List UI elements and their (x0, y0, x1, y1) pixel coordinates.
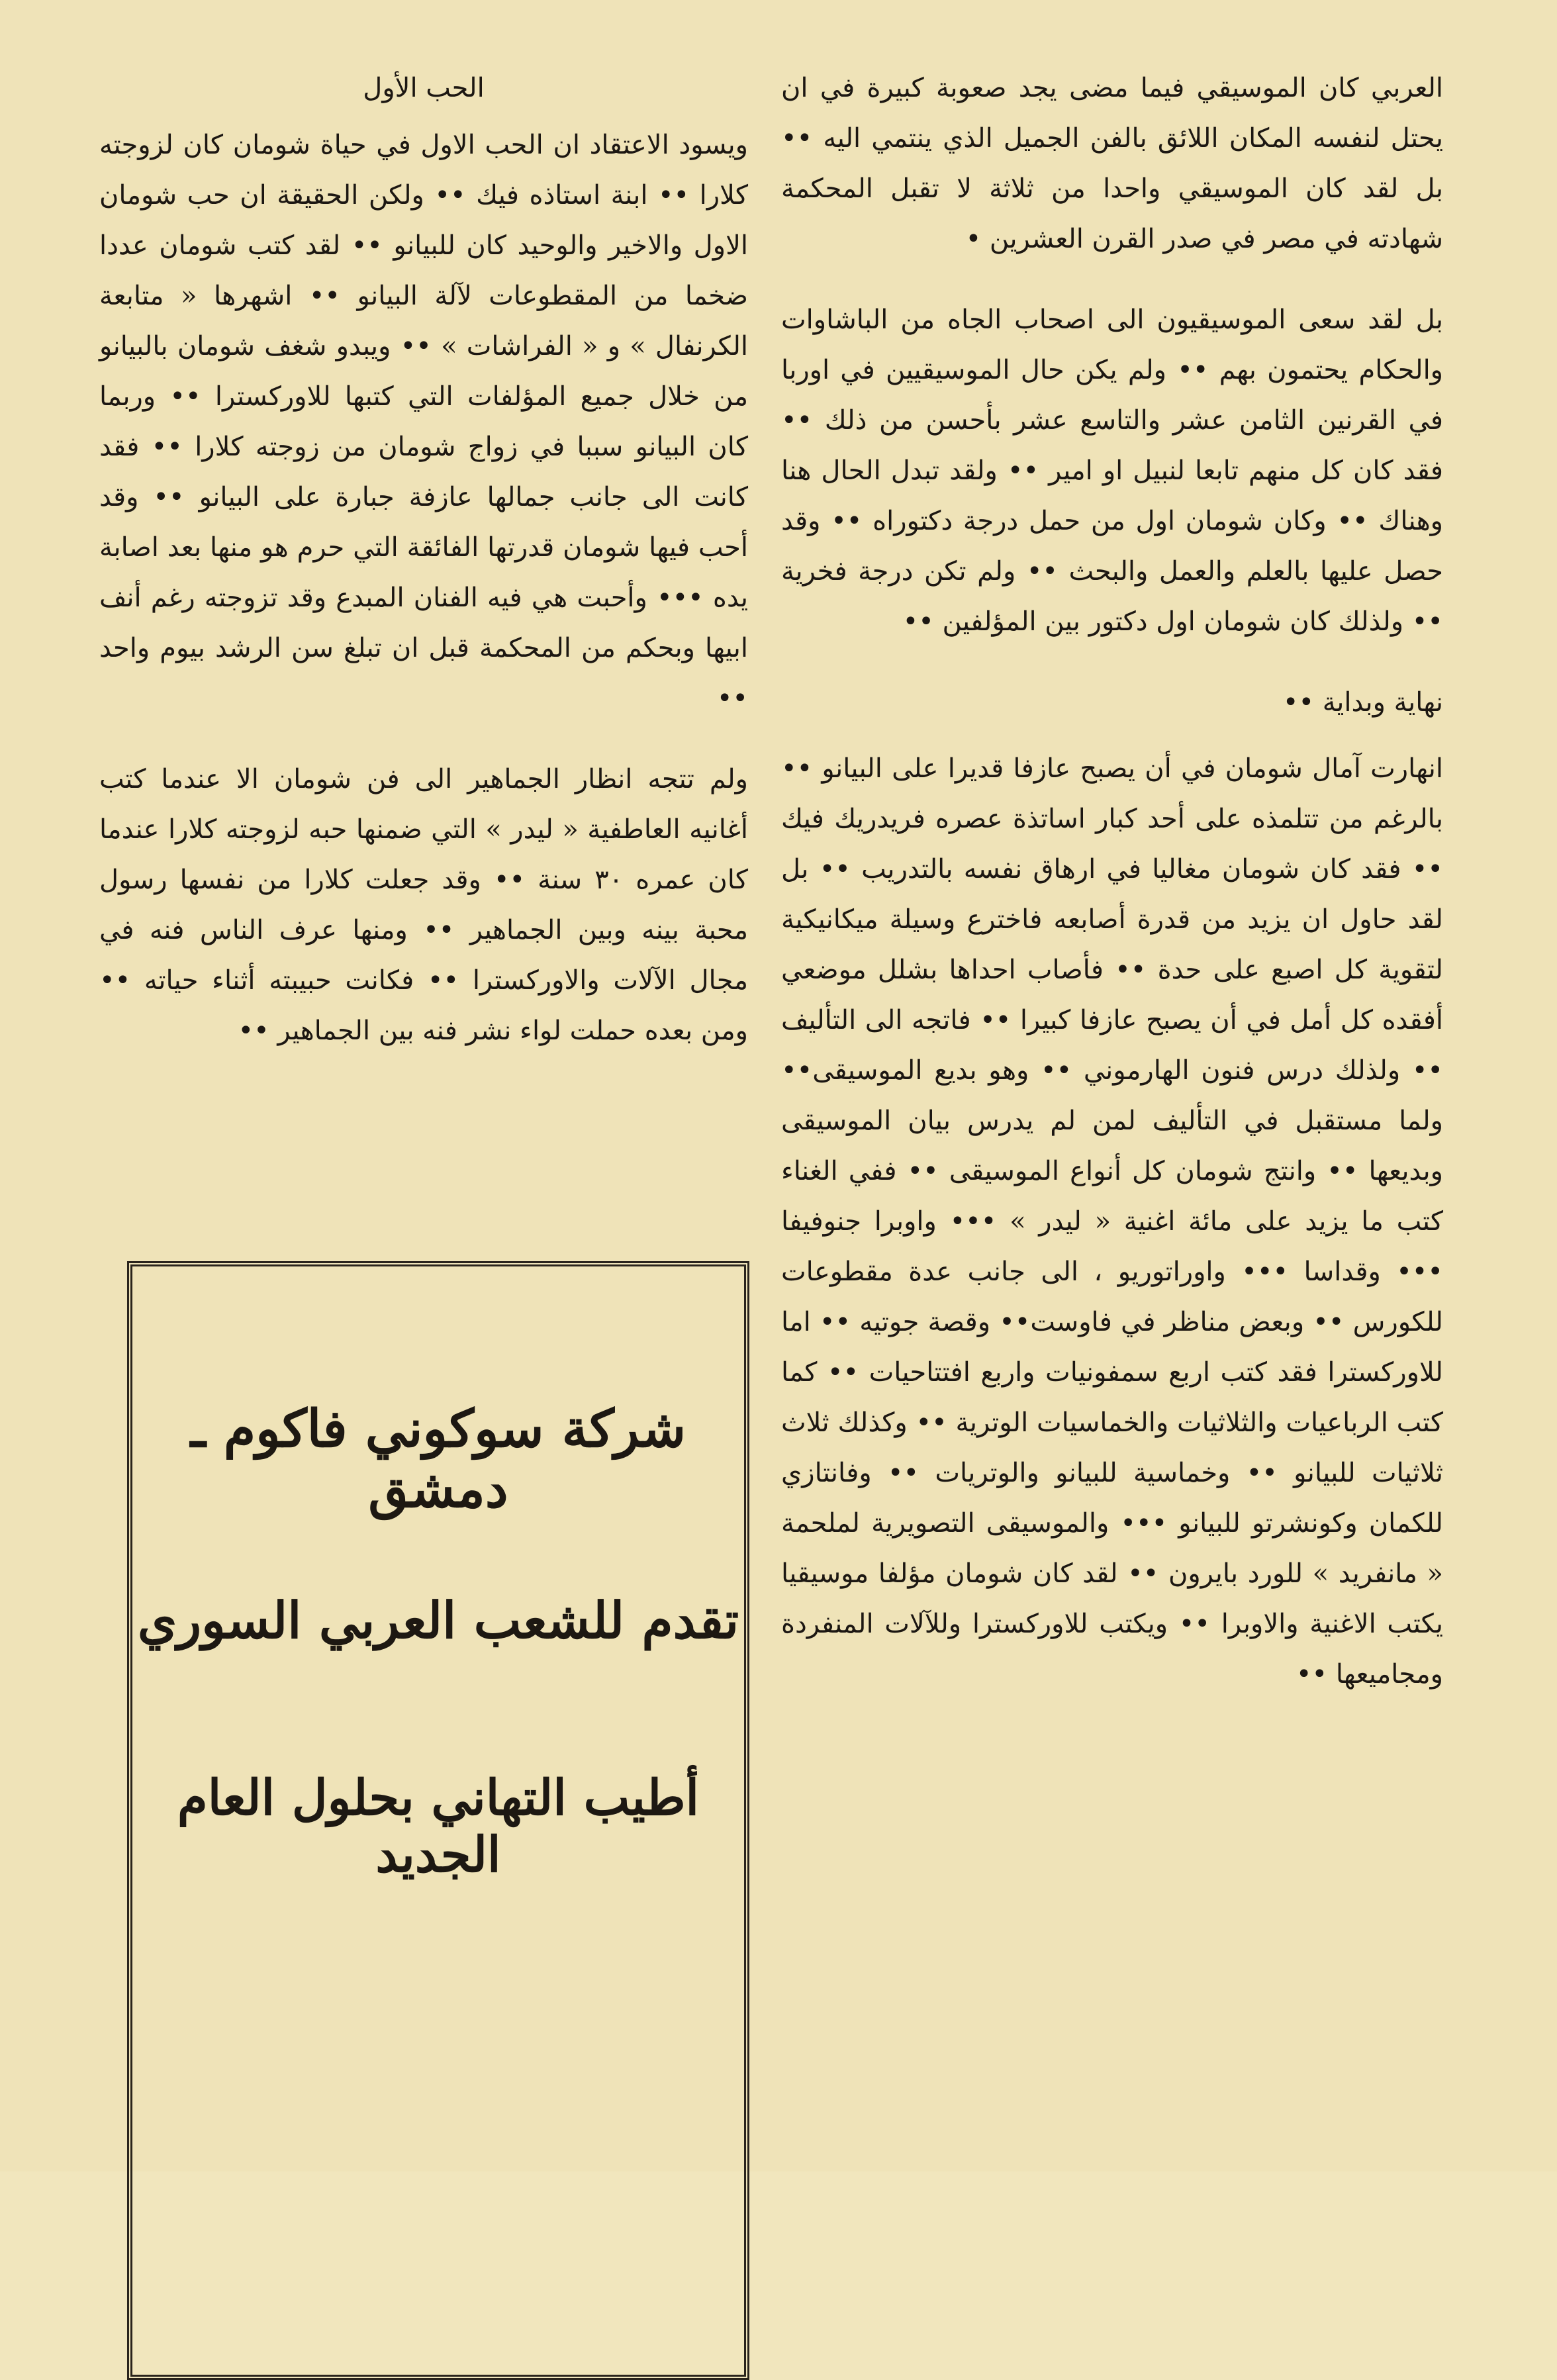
right-paragraph-2: بل لقد سعى الموسيقيون الى اصحاب الجاه من الباشاوات والحكام يحتمون بهم •• ولم يكن حال الموسيقيين في اوربا في القرنين الثامن عشر والتاسع عشر بأحسن من ذلك •• فقد كان كل منهم تابعا لنبيل او امير •• ولقد تبدل الحال هنا وهناك •• وكان شومان اول من حمل درجة دكتوراه •• وقد حصل عليها بالعلم والعمل والبحث •• ولم تكن درجة فخرية •• ولذلك كان شومان اول دكتور بين المؤلفين •• (781, 305, 1443, 637)
ad-greeting-line: أطيب التهاني بحلول العام الجديد (177, 1770, 700, 1883)
section-subheading: نهاية وبداية •• (1282, 687, 1443, 718)
ad-company-name: شركة سوكوني فاكوم ـ دمشق (190, 1399, 686, 1519)
left-paragraph-1: ويسود الاعتقاد ان الحب الاول في حياة شومان كان لزوجته كلارا •• ابنة استاذه فيك •• ولكن الحقيقة ان حب شومان الاول والاخير والوحيد كان للبيانو •• لقد كتب شومان عددا ضخما من المقطوعات لآلة البيانو •• اشهرها « متابعة الكرنفال » و « الفراشات » •• ويبدو شغف شومان بالبيانو من خلال جميع المؤلفات التي كتبها للاوركسترا •• وربما كان البيانو سببا في زواج شومان من زوجته كلارا •• فقد كانت الى جانب جمالها عازفة جبارة على البيانو •• وقد أحب فيها شومان قدرتها الفائقة التي حرم هو منها بعد اصابة يده ••• وأحبت هي فيه الفنان المبدع وقد تزوجته رغم أنف ابيها وبحكم من المحكمة قبل ان تبلغ سن الرشد بيوم واحد •• (99, 130, 748, 714)
advertisement-box (127, 1261, 749, 2380)
right-column (781, 63, 1443, 1699)
ad-offer-line: تقدم للشعب العربي السوري (137, 1591, 739, 1650)
section-heading: الحب الأول (363, 73, 485, 103)
left-column (99, 63, 748, 1056)
left-paragraph-2: ولم تتجه انظار الجماهير الى فن شومان الا عندما كتب أغانيه العاطفية « ليدر » التي ضمنها حبه لزوجته كلارا عندما كان عمره ٣٠ سنة •• وقد جعلت كلارا من نفسها رسول محبة بينه وبين الجماهير •• ومنها عرف الناس فنه في مجال الآلات والاوركسترا •• فكانت حبيبته أثناء حياته •• ومن بعده حملت لواء نشر فنه بين الجماهير •• (99, 764, 748, 1046)
right-paragraph-3: انهارت آمال شومان في أن يصبح عازفا قديرا على البيانو •• بالرغم من تتلمذه على أحد كبار اساتذة عصره فريدريك فيك •• فقد كان شومان مغاليا في ارهاق نفسه بالتدريب •• بل لقد حاول ان يزيد من قدرة أصابعه فاخترع وسيلة ميكانيكية لتقوية كل اصبع على حدة •• فأصاب احداها بشلل موضعي أفقده كل أمل في أن يصبح عازفا كبيرا •• فاتجه الى التأليف •• ولذلك درس فنون الهارموني •• وهو بديع الموسيقى•• ولما مستقبل في التأليف لمن لم يدرس بيان الموسيقى وبديعها •• وانتج شومان كل أنواع الموسيقى •• ففي الغناء كتب ما يزيد على مائة اغنية « ليدر » ••• واوبرا جنوفيفا ••• وقداسا ••• واوراتوريو ، الى جانب عدة مقطوعات للكورس •• وبعض مناظر في فاوست•• وقصة جوتيه •• اما للاوركسترا فقد كتب اربع سمفونيات واربع افتتاحيات •• كما كتب الرباعيات والثلاثيات والخماسيات الوترية •• وكذلك ثلاث ثلاثيات للبيانو •• وخماسية للبيانو والوتريات •• وفانتازي للكمان وكونشرتو للبيانو ••• والموسيقى التصويرية لملحمة « مانفريد » للورد بايرون •• لقد كان شومان مؤلفا موسيقيا يكتب الاغنية والاوبرا •• ويكتب للاوركسترا وللآلات المنفردة ومجاميعها •• (781, 753, 1443, 1690)
right-paragraph-1: العربي كان الموسيقي فيما مضى يجد صعوبة كبيرة في ان يحتل لنفسه المكان اللائق بالفن الجميل الذي ينتمي اليه •• بل لقد كان الموسيقي واحدا من ثلاثة لا تقبل المحكمة شهادته في مصر في صدر القرن العشرين • (781, 73, 1443, 254)
